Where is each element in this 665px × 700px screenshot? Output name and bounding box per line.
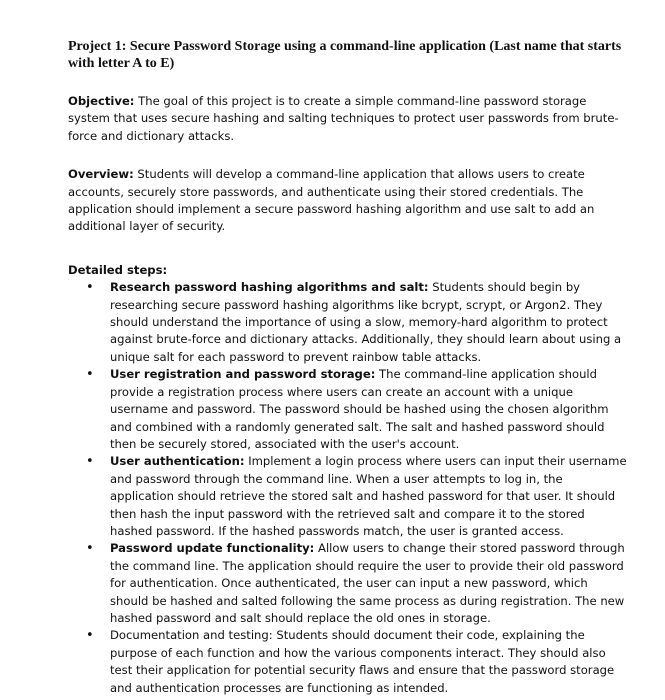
bullet-icon: • <box>86 280 94 296</box>
overview-paragraph <box>68 166 628 236</box>
step-text: Documentation and testing: Students should document their code, explaining the purpose of each function and how the various components interact. They should also test their application for potential security flaws and ensure that the password storage and authentication processes are functioning as intended. <box>110 628 615 695</box>
bullet-icon: • <box>86 454 94 470</box>
step-label: User registration and password storage: <box>110 367 376 382</box>
list-item <box>68 540 628 627</box>
step-label: Research password hashing algorithms and salt: <box>110 280 429 295</box>
detailed-steps-heading: Detailed steps: <box>68 262 168 277</box>
list-item <box>68 366 628 453</box>
bullet-icon: • <box>86 541 94 557</box>
overview-text: Students will develop a command-line application that allows users to create accounts, securely store passwords, and authenticate using their stored credentials. The application should implement a secure password hashing algorithm and use salt to add an additional layer of security. <box>68 167 595 234</box>
detailed-steps-list <box>68 279 628 697</box>
list-item <box>68 279 628 366</box>
step-text: Allow users to change their stored password through the command line. The application should require the user to provide their old password for authentication. Once authenticated, the user can input a new password, which should be hashed and salted following the same process as during registration. The new hashed password and salt should replace the old ones in storage. <box>110 541 625 625</box>
step-text: Implement a login process where users can input their username and password through the command line. When a user attempts to log in, the application should retrieve the stored salt and hashed password for that user. It should then hash the input password with the retrieved salt and compare it to the stored hashed password. If the hashed passwords match, the user is granted access. <box>110 454 627 538</box>
step-text: Students should begin by researching secure password hashing algorithms like bcrypt, scrypt, or Argon2. They should understand the importance of using a slow, memory-hard algorithm to protect against brute-force and dictionary attacks. Additionally, they should learn about using a unique salt for each password to prevent rainbow table attacks. <box>110 280 622 364</box>
project-title: Project 1: Secure Password Storage using a command-line application (Last name that starts with letter A to E) <box>68 39 622 71</box>
objective-label: Objective: <box>68 94 135 108</box>
objective-text: The goal of this project is to create a simple command-line password storage system that uses secure hashing and salting techniques to protect user passwords from brute-force and dictionary attacks. <box>68 94 619 143</box>
step-text: The command-line application should provide a registration process where users can create an account with a unique username and password. The password should be hashed using the chosen algorithm and combined with a randomly generated salt. The salt and hashed password should then be securely stored, associated with the user's account. <box>110 367 609 451</box>
bullet-icon: • <box>86 367 94 383</box>
list-item <box>68 627 628 697</box>
step-label: Password update functionality: <box>110 541 315 556</box>
bullet-icon: • <box>86 628 94 644</box>
document-page <box>68 38 628 697</box>
step-label: User authentication: <box>110 454 245 469</box>
list-item <box>68 453 628 540</box>
overview-label: Overview: <box>68 167 134 182</box>
objective-paragraph <box>68 93 628 145</box>
